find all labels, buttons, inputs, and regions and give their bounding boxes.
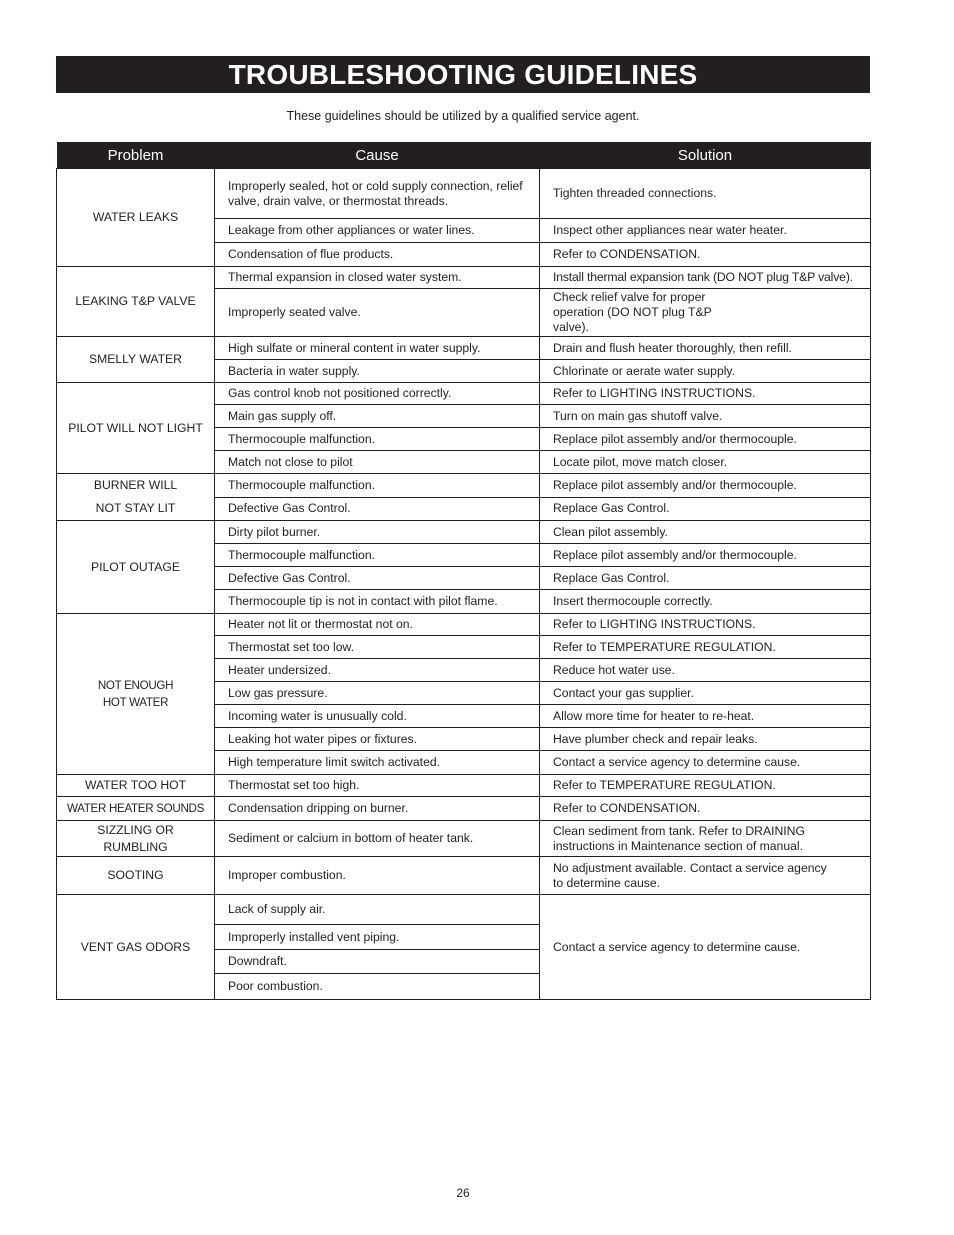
cause-cell: Condensation of flue products.: [215, 243, 540, 267]
cause-cell: Thermostat set too low.: [215, 636, 540, 659]
table-row: [57, 614, 871, 636]
page-number: 26: [456, 1186, 470, 1200]
problem-cell: WATER LEAKS: [57, 169, 215, 267]
solution-cell: Check relief valve for proper operation (DO NOT plug T&P valve).: [540, 289, 871, 337]
cause-cell: Thermocouple malfunction.: [215, 428, 540, 451]
cause-cell: Leakage from other appliances or water lines.: [215, 219, 540, 243]
page-title: TROUBLESHOOTING GUIDELINES: [228, 58, 698, 90]
cause-cell: Improperly seated valve.: [215, 289, 540, 337]
solution-cell: Refer to LIGHTING INSTRUCTIONS.: [540, 614, 871, 636]
problem-cell: LEAKING T&P VALVE: [57, 267, 215, 337]
table-row: [57, 775, 871, 797]
solution-cell: Refer to LIGHTING INSTRUCTIONS.: [540, 383, 871, 405]
table-row: [57, 169, 871, 219]
solution-cell: Refer to CONDENSATION.: [540, 243, 871, 267]
cause-cell: Defective Gas Control.: [215, 567, 540, 590]
solution-cell: Contact a service agency to determine cause.: [540, 895, 871, 1000]
cause-cell: Match not close to pilot: [215, 451, 540, 474]
solution-cell: Replace pilot assembly and/or thermocouple.: [540, 474, 871, 498]
solution-cell: Inspect other appliances near water heater.: [540, 219, 871, 243]
solution-cell: Replace pilot assembly and/or thermocouple.: [540, 428, 871, 451]
solution-cell: Clean pilot assembly.: [540, 521, 871, 544]
title-bar: [56, 56, 870, 93]
solution-cell: No adjustment available. Contact a service agency to determine cause.: [540, 857, 871, 895]
cause-cell: Heater not lit or thermostat not on.: [215, 614, 540, 636]
cause-cell: Heater undersized.: [215, 659, 540, 682]
cause-cell: Sediment or calcium in bottom of heater tank.: [215, 821, 540, 857]
cause-cell: Poor combustion.: [215, 974, 540, 1000]
problem-cell: SIZZLING OR RUMBLING: [57, 821, 215, 857]
solution-cell: Install thermal expansion tank (DO NOT plug T&P valve).: [540, 267, 871, 289]
solution-cell: Drain and flush heater thoroughly, then refill.: [540, 337, 871, 360]
solution-cell: Allow more time for heater to re-heat.: [540, 705, 871, 728]
header-solution: Solution: [540, 142, 871, 169]
cause-cell: Incoming water is unusually cold.: [215, 705, 540, 728]
cause-cell: Leaking hot water pipes or fixtures.: [215, 728, 540, 751]
table-row: [57, 797, 871, 821]
header-cause: Cause: [215, 142, 540, 169]
cause-cell: Improper combustion.: [215, 857, 540, 895]
solution-cell: Refer to TEMPERATURE REGULATION.: [540, 775, 871, 797]
cause-cell: Downdraft.: [215, 950, 540, 974]
solution-cell: Chlorinate or aerate water supply.: [540, 360, 871, 383]
solution-cell: Replace pilot assembly and/or thermocouple.: [540, 544, 871, 567]
table-row: [57, 337, 871, 360]
solution-cell: Replace Gas Control.: [540, 497, 871, 521]
problem-cell: BURNER WILL NOT STAY LIT: [57, 474, 215, 521]
solution-cell: Locate pilot, move match closer.: [540, 451, 871, 474]
solution-cell: Refer to TEMPERATURE REGULATION.: [540, 636, 871, 659]
cause-cell: Bacteria in water supply.: [215, 360, 540, 383]
cause-cell: Thermocouple malfunction.: [215, 544, 540, 567]
cause-cell: Thermostat set too high.: [215, 775, 540, 797]
header-problem: Problem: [57, 142, 215, 169]
solution-cell: Tighten threaded connections.: [540, 169, 871, 219]
table-row: [57, 383, 871, 405]
problem-cell: NOT ENOUGH HOT WATER: [57, 614, 215, 775]
problem-cell: SMELLY WATER: [57, 337, 215, 383]
cause-cell: Thermocouple tip is not in contact with pilot flame.: [215, 590, 540, 614]
table-row: [57, 857, 871, 895]
problem-cell: VENT GAS ODORS: [57, 895, 215, 1000]
table-row: [57, 474, 871, 498]
solution-cell: Replace Gas Control.: [540, 567, 871, 590]
solution-cell: Have plumber check and repair leaks.: [540, 728, 871, 751]
cause-cell: Improperly sealed, hot or cold supply connection, relief valve, drain valve, or thermostat threads.: [215, 169, 540, 219]
table-header-row: [57, 142, 871, 169]
solution-cell: Turn on main gas shutoff valve.: [540, 405, 871, 428]
troubleshooting-table: [56, 142, 871, 1000]
cause-cell: High temperature limit switch activated.: [215, 751, 540, 775]
table-row: [57, 521, 871, 544]
cause-cell: Improperly installed vent piping.: [215, 925, 540, 950]
solution-cell: Refer to CONDENSATION.: [540, 797, 871, 821]
solution-cell: Clean sediment from tank. Refer to DRAINING instructions in Maintenance section of manual.: [540, 821, 871, 857]
table-row: [57, 267, 871, 289]
cause-cell: Thermal expansion in closed water system.: [215, 267, 540, 289]
cause-cell: Lack of supply air.: [215, 895, 540, 925]
problem-cell: PILOT OUTAGE: [57, 521, 215, 614]
problem-cell: WATER HEATER SOUNDS: [57, 797, 215, 821]
cause-cell: Thermocouple malfunction.: [215, 474, 540, 498]
problem-cell: WATER TOO HOT: [57, 775, 215, 797]
subtitle: These guidelines should be utilized by a qualified service agent.: [286, 109, 640, 123]
table-row: [57, 895, 871, 925]
cause-cell: Low gas pressure.: [215, 682, 540, 705]
solution-cell: Reduce hot water use.: [540, 659, 871, 682]
cause-cell: Main gas supply off.: [215, 405, 540, 428]
table-row: [57, 821, 871, 857]
cause-cell: Defective Gas Control.: [215, 497, 540, 521]
cause-cell: High sulfate or mineral content in water supply.: [215, 337, 540, 360]
problem-cell: PILOT WILL NOT LIGHT: [57, 383, 215, 474]
problem-cell: SOOTING: [57, 857, 215, 895]
solution-cell: Contact your gas supplier.: [540, 682, 871, 705]
cause-cell: Condensation dripping on burner.: [215, 797, 540, 821]
solution-cell: Insert thermocouple correctly.: [540, 590, 871, 614]
solution-cell: Contact a service agency to determine cause.: [540, 751, 871, 775]
cause-cell: Gas control knob not positioned correctly.: [215, 383, 540, 405]
cause-cell: Dirty pilot burner.: [215, 521, 540, 544]
